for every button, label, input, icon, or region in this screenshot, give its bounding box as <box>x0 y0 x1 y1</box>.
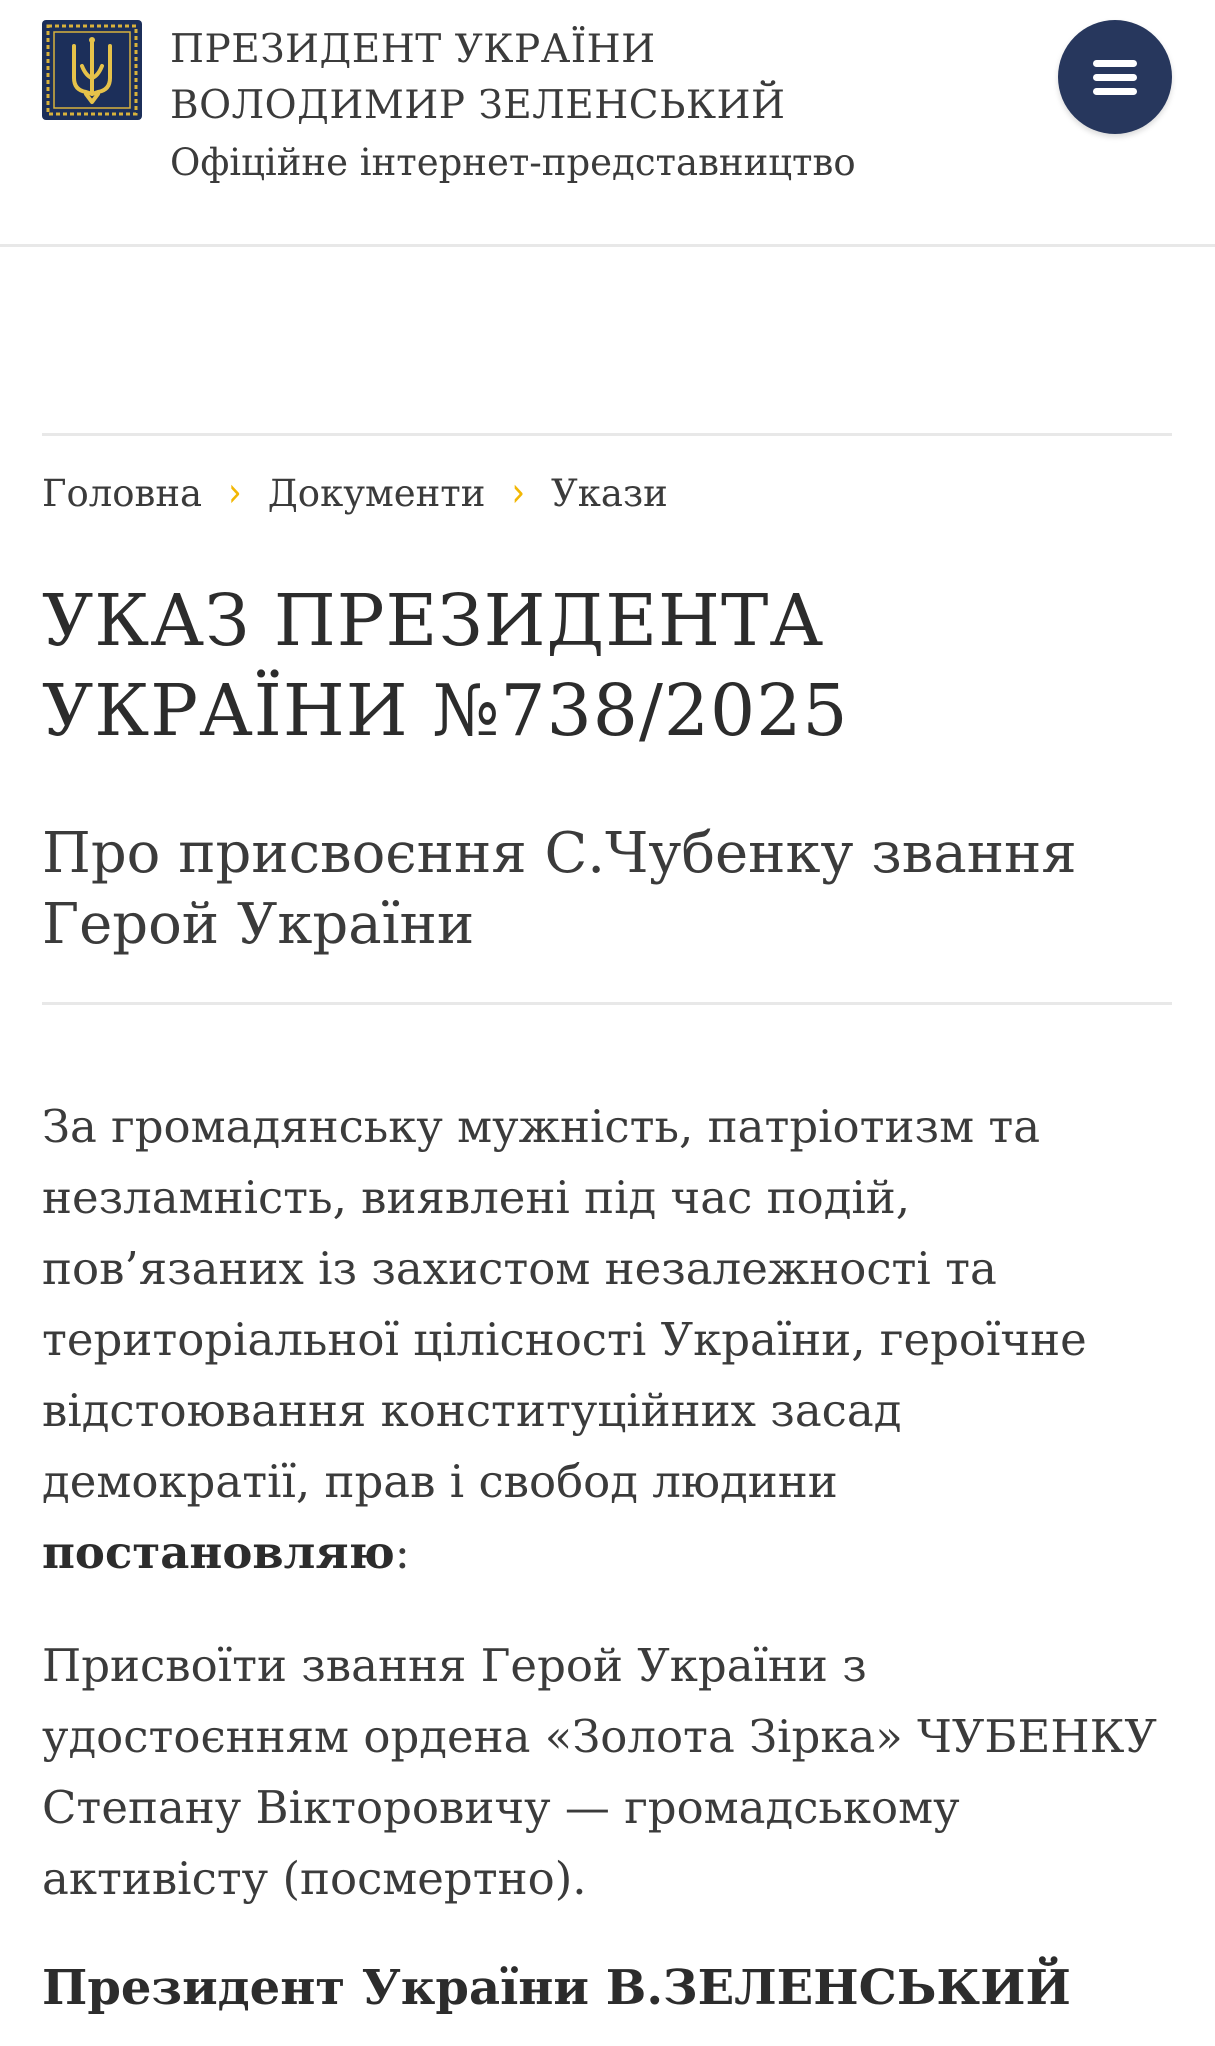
decree-colon: : <box>394 1526 410 1579</box>
breadcrumb <box>42 466 668 520</box>
decree-body: Присвоїти звання Герой України з удостоєнням ордена «Золота Зірка» ЧУБЕНКУ Степану Вікторовичу — громадському активісту (посмертно). <box>42 1639 1157 1905</box>
page-subtitle: Про присвоєння С.Чубенку звання Герой України <box>42 821 1077 957</box>
breadcrumb-documents[interactable]: Документи <box>267 471 486 515</box>
chevron-right-icon: › <box>511 469 526 517</box>
trident-emblem-svg <box>42 20 142 120</box>
divider <box>42 433 1172 436</box>
trident-emblem-icon[interactable] <box>42 20 142 120</box>
breadcrumb-home[interactable]: Головна <box>42 471 203 515</box>
hamburger-menu-icon <box>1093 53 1137 102</box>
site-subtitle: Офіційне інтернет-представництво <box>170 141 856 184</box>
decree-word: постановляю <box>42 1526 395 1579</box>
preamble-text: За громадянську мужність, патріотизм та незламність, виявлені під час подій, пов’язаних із захистом незалежності та територіальної цілісності України, героїчне відстоювання конституційних засад демократії, прав і свобод людини <box>42 1100 1087 1508</box>
decree-preamble <box>42 1091 1182 1588</box>
site-title-line2: ВОЛОДИМИР ЗЕЛЕНСЬКИЙ <box>170 83 786 128</box>
chevron-right-icon: › <box>228 469 242 517</box>
divider <box>42 1002 1172 1005</box>
site-name[interactable] <box>170 22 856 192</box>
breadcrumb-decrees[interactable]: Укази <box>551 471 668 515</box>
site-title-line1: ПРЕЗИДЕНТ УКРАЇНИ <box>170 27 656 72</box>
site-header <box>0 0 1215 247</box>
page-title-line2: УКРАЇНИ №738/2025 <box>42 669 849 752</box>
menu-button[interactable] <box>1058 20 1172 134</box>
page-title-line1: УКАЗ ПРЕЗИДЕНТА <box>42 579 825 662</box>
signature: Президент України В.ЗЕЛЕНСЬКИЙ <box>42 1960 1071 2016</box>
page-title <box>42 576 1172 756</box>
